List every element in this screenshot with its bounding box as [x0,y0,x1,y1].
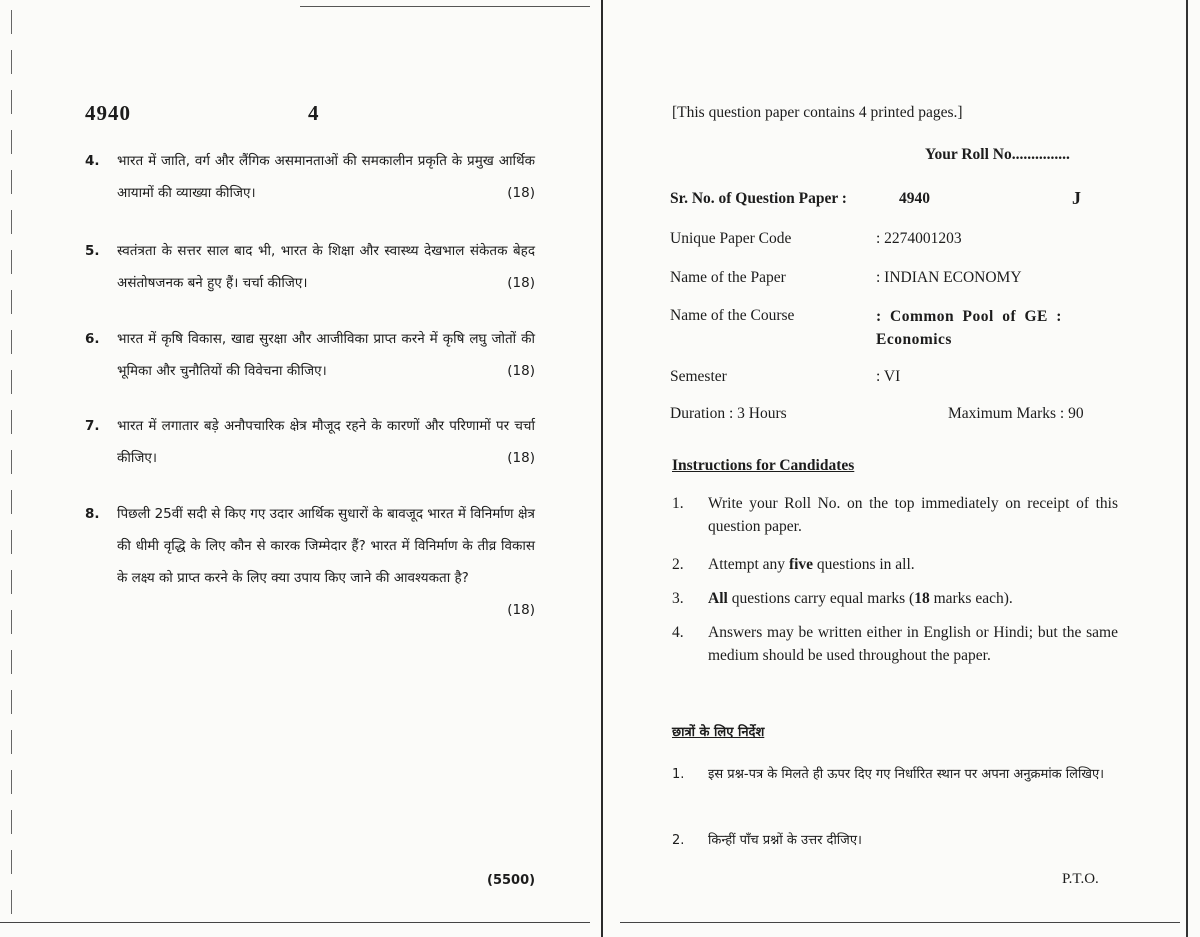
instruction-text-part: questions carry equal marks ( [727,590,915,607]
hindi-instruction-2 [672,826,1118,855]
question-number: 8. [85,506,100,522]
question-text: स्वतंत्रता के सत्तर साल बाद भी, भारत के शिक्षा और स्वास्थ्य देखभाल संकेतक बेहद असंतोषजनक बने हुए हैं। चर्चा कीजिए। [117,243,535,291]
instruction-text-emphasis: All [708,590,728,607]
hindi-instruction-1 [672,760,1118,818]
meta-value: : 2274001203 [876,230,962,247]
print-run-code: (5500) [487,873,536,888]
question-number: 7. [85,418,100,434]
instruction-text: किन्हीं पाँच प्रश्नों के उत्तर दीजिए। [708,833,862,848]
question-marks: (18) [507,275,535,291]
instruction-number: 1. [672,495,684,512]
question-marks: (18) [507,602,535,618]
instruction-number: 3. [672,590,684,607]
instruction-text: Write your Roll No. on the top immediately on receipt of this question paper. [708,495,1118,535]
hindi-instructions-title: छात्रों के लिए निर्देश [672,725,765,740]
question-text: भारत में जाति, वर्ग और लैंगिक असमानताओं की समकालीन प्रकृति के प्रमुख आर्थिक आयामों की व्याख्या कीजिए। [117,153,535,201]
instruction-text-part: questions in all. [813,556,915,573]
question-marks: (18) [507,363,535,379]
instruction-number: 2. [672,833,685,848]
question-5 [85,235,535,299]
instructions-title: Instructions for Candidates [672,457,855,474]
question-7 [85,410,535,474]
instruction-text [708,553,1118,576]
paper-number: 4940 [85,101,131,125]
instruction-text-emphasis: 18 [914,590,930,607]
instruction-3 [672,587,1118,610]
roll-number-field: Your Roll No............... [925,146,1070,163]
meta-value: : VI [876,368,901,385]
sr-no-label: Sr. No. of Question Paper : [670,190,847,207]
question-number: 6. [85,331,100,347]
question-4 [85,145,535,209]
meta-label: Name of the Course [670,307,795,324]
instruction-1 [672,492,1118,538]
meta-label: Name of the Paper [670,269,786,286]
meta-value: : Common Pool of GE : Economics [876,308,1062,348]
instruction-text-part: marks each). [929,590,1013,607]
instruction-2 [672,553,1118,576]
question-text: भारत में कृषि विकास, खाद्य सुरक्षा और आजीविका प्राप्त करने में कृषि लघु जोतों की भूमिका और चुनौतियों की विवेचना कीजिए। [117,331,535,379]
instruction-text [708,587,1118,610]
meta-value: : INDIAN ECONOMY [876,269,1022,286]
sr-no-value: 4940 [899,190,930,207]
instruction-number: 4. [672,624,684,641]
question-6 [85,323,535,387]
meta-label: Unique Paper Code [670,230,792,247]
question-number: 5. [85,243,100,259]
instruction-text: इस प्रश्न-पत्र के मिलते ही ऊपर दिए गए निर्धारित स्थान पर अपना अनुक्रमांक लिखिए। [708,767,1105,782]
question-number: 4. [85,153,100,169]
question-text: भारत में लगातार बड़े अनौपचारिक क्षेत्र मौजूद रहने के कारणों और परिणामों पर चर्चा कीजिए। [117,418,535,466]
page-number: 4 [308,101,320,125]
instruction-number: 1. [672,767,685,782]
instruction-number: 2. [672,556,684,573]
duration: Duration : 3 Hours [670,405,787,422]
maximum-marks: Maximum Marks : 90 [948,405,1084,422]
instruction-text: Answers may be written either in English or Hindi; but the same medium should be used throughout the paper. [708,624,1118,664]
question-8 [85,498,535,626]
instruction-4 [672,621,1118,690]
instruction-text-emphasis: five [788,556,814,573]
question-marks: (18) [507,185,535,201]
question-text: पिछली 25वीं सदी से किए गए उदार आर्थिक सुधारों के बावजूद भारत में विनिर्माण क्षेत्र की धीमी वृद्धि के लिए कौन से कारक जिम्मेदार हैं? भारत में विनिर्माण के तीव्र विकास के लक्ष्य को प्राप्त करने के लिए क्या उपाय किए जाने की आवश्यकता है? [117,506,535,586]
instruction-text-part: Attempt any [708,556,789,573]
please-turn-over: P.T.O. [1062,871,1099,887]
question-marks: (18) [507,450,535,466]
set-letter: J [1072,188,1081,208]
pages-note: [This question paper contains 4 printed pages.] [672,104,963,121]
meta-label: Semester [670,368,727,385]
